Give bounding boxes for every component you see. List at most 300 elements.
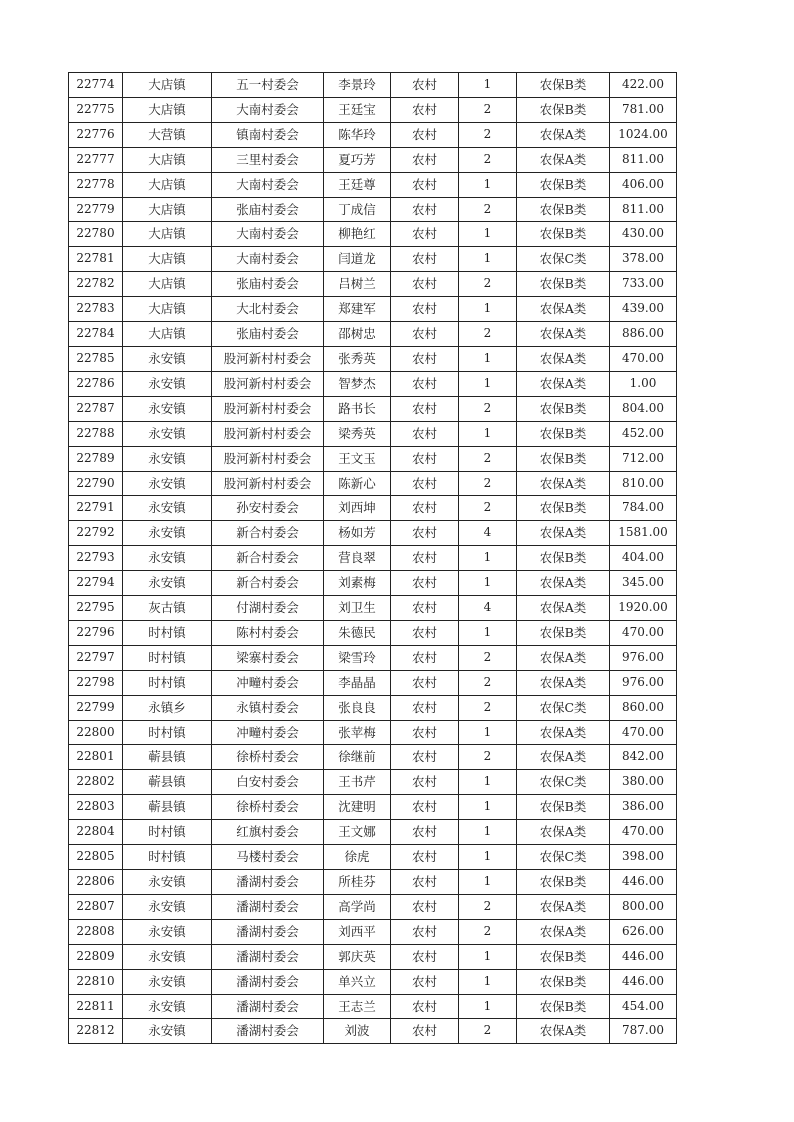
cell-town: 永安镇 [123, 969, 212, 994]
cell-insurance-category: 农保B类 [517, 969, 610, 994]
table-row [69, 720, 677, 745]
cell-insurance-category: 农保A类 [517, 346, 610, 371]
cell-insurance-category: 农保A类 [517, 1019, 610, 1044]
cell-insurance-category: 农保B类 [517, 870, 610, 895]
cell-id: 22798 [69, 670, 123, 695]
cell-insurance-category: 农保A类 [517, 147, 610, 172]
cell-town: 大店镇 [123, 322, 212, 347]
cell-household-count: 1 [459, 870, 517, 895]
table-row [69, 870, 677, 895]
table-row [69, 919, 677, 944]
cell-village-committee: 大南村委会 [212, 247, 324, 272]
table-row [69, 845, 677, 870]
cell-name: 王志兰 [324, 994, 391, 1019]
cell-household-count: 2 [459, 396, 517, 421]
cell-amount: 439.00 [610, 297, 677, 322]
cell-town: 永安镇 [123, 471, 212, 496]
cell-id: 22774 [69, 73, 123, 98]
cell-town: 大店镇 [123, 297, 212, 322]
cell-insurance-category: 农保C类 [517, 770, 610, 795]
cell-village-committee: 徐桥村委会 [212, 745, 324, 770]
cell-insurance-category: 农保B类 [517, 197, 610, 222]
cell-amount: 811.00 [610, 197, 677, 222]
cell-name: 路书长 [324, 396, 391, 421]
cell-town: 大店镇 [123, 247, 212, 272]
cell-amount: 446.00 [610, 944, 677, 969]
cell-town: 永安镇 [123, 1019, 212, 1044]
cell-town: 永安镇 [123, 919, 212, 944]
cell-amount: 470.00 [610, 346, 677, 371]
cell-name: 所桂芬 [324, 870, 391, 895]
table-row [69, 670, 677, 695]
cell-name: 闫道龙 [324, 247, 391, 272]
cell-name: 丁成信 [324, 197, 391, 222]
cell-town: 永安镇 [123, 396, 212, 421]
cell-town: 永安镇 [123, 346, 212, 371]
cell-town: 永安镇 [123, 446, 212, 471]
cell-id: 22781 [69, 247, 123, 272]
cell-area-type: 农村 [391, 645, 459, 670]
cell-id: 22805 [69, 845, 123, 870]
cell-area-type: 农村 [391, 845, 459, 870]
cell-household-count: 1 [459, 371, 517, 396]
cell-id: 22778 [69, 172, 123, 197]
cell-id: 22806 [69, 870, 123, 895]
cell-amount: 404.00 [610, 546, 677, 571]
cell-insurance-category: 农保A类 [517, 322, 610, 347]
cell-area-type: 农村 [391, 1019, 459, 1044]
record-table [68, 72, 677, 1044]
cell-town: 时村镇 [123, 645, 212, 670]
cell-town: 时村镇 [123, 720, 212, 745]
cell-town: 永安镇 [123, 521, 212, 546]
cell-name: 刘卫生 [324, 596, 391, 621]
table-row [69, 222, 677, 247]
cell-amount: 345.00 [610, 571, 677, 596]
cell-insurance-category: 农保B类 [517, 446, 610, 471]
cell-area-type: 农村 [391, 596, 459, 621]
cell-id: 22794 [69, 571, 123, 596]
cell-area-type: 农村 [391, 322, 459, 347]
cell-village-committee: 股河新村村委会 [212, 446, 324, 471]
table-row [69, 396, 677, 421]
cell-town: 大店镇 [123, 97, 212, 122]
cell-insurance-category: 农保B类 [517, 172, 610, 197]
cell-name: 智梦杰 [324, 371, 391, 396]
cell-household-count: 1 [459, 172, 517, 197]
cell-town: 蕲县镇 [123, 795, 212, 820]
cell-insurance-category: 农保B类 [517, 421, 610, 446]
cell-area-type: 农村 [391, 571, 459, 596]
table-row [69, 894, 677, 919]
cell-area-type: 农村 [391, 496, 459, 521]
cell-insurance-category: 农保C类 [517, 247, 610, 272]
cell-village-committee: 新合村委会 [212, 571, 324, 596]
cell-id: 22790 [69, 471, 123, 496]
cell-id: 22803 [69, 795, 123, 820]
cell-insurance-category: 农保A类 [517, 371, 610, 396]
cell-village-committee: 潘湖村委会 [212, 919, 324, 944]
cell-id: 22780 [69, 222, 123, 247]
cell-area-type: 农村 [391, 670, 459, 695]
cell-id: 22779 [69, 197, 123, 222]
cell-amount: 386.00 [610, 795, 677, 820]
cell-id: 22775 [69, 97, 123, 122]
table-row [69, 73, 677, 98]
cell-area-type: 农村 [391, 795, 459, 820]
cell-town: 蕲县镇 [123, 770, 212, 795]
cell-amount: 1.00 [610, 371, 677, 396]
cell-amount: 842.00 [610, 745, 677, 770]
cell-insurance-category: 农保A类 [517, 122, 610, 147]
cell-amount: 470.00 [610, 620, 677, 645]
cell-village-committee: 潘湖村委会 [212, 870, 324, 895]
cell-village-committee: 白安村委会 [212, 770, 324, 795]
cell-insurance-category: 农保A类 [517, 471, 610, 496]
cell-village-committee: 股河新村村委会 [212, 471, 324, 496]
cell-insurance-category: 农保A类 [517, 919, 610, 944]
cell-amount: 712.00 [610, 446, 677, 471]
table-body [69, 73, 677, 1044]
cell-insurance-category: 农保A类 [517, 521, 610, 546]
cell-insurance-category: 农保B类 [517, 795, 610, 820]
cell-area-type: 农村 [391, 695, 459, 720]
table-row [69, 172, 677, 197]
cell-village-committee: 股河新村村委会 [212, 371, 324, 396]
cell-area-type: 农村 [391, 969, 459, 994]
cell-area-type: 农村 [391, 122, 459, 147]
cell-household-count: 2 [459, 919, 517, 944]
cell-town: 永安镇 [123, 870, 212, 895]
cell-household-count: 1 [459, 845, 517, 870]
cell-amount: 446.00 [610, 969, 677, 994]
cell-household-count: 1 [459, 795, 517, 820]
cell-village-committee: 镇南村委会 [212, 122, 324, 147]
cell-area-type: 农村 [391, 147, 459, 172]
cell-town: 永安镇 [123, 421, 212, 446]
cell-area-type: 农村 [391, 745, 459, 770]
cell-village-committee: 大南村委会 [212, 97, 324, 122]
cell-household-count: 1 [459, 770, 517, 795]
cell-name: 柳艳红 [324, 222, 391, 247]
cell-area-type: 农村 [391, 346, 459, 371]
cell-name: 吕树兰 [324, 272, 391, 297]
cell-id: 22792 [69, 521, 123, 546]
cell-amount: 811.00 [610, 147, 677, 172]
cell-name: 营良翠 [324, 546, 391, 571]
table-row [69, 346, 677, 371]
cell-household-count: 2 [459, 471, 517, 496]
cell-name: 郑建军 [324, 297, 391, 322]
cell-area-type: 农村 [391, 396, 459, 421]
cell-insurance-category: 农保C类 [517, 695, 610, 720]
cell-village-committee: 潘湖村委会 [212, 894, 324, 919]
cell-name: 沈建明 [324, 795, 391, 820]
cell-name: 王廷尊 [324, 172, 391, 197]
cell-insurance-category: 农保B类 [517, 272, 610, 297]
cell-household-count: 1 [459, 944, 517, 969]
table-row [69, 197, 677, 222]
cell-name: 梁秀英 [324, 421, 391, 446]
cell-area-type: 农村 [391, 720, 459, 745]
cell-household-count: 1 [459, 571, 517, 596]
cell-household-count: 1 [459, 969, 517, 994]
cell-household-count: 1 [459, 73, 517, 98]
cell-area-type: 农村 [391, 770, 459, 795]
cell-amount: 1920.00 [610, 596, 677, 621]
cell-household-count: 1 [459, 720, 517, 745]
cell-village-committee: 红旗村委会 [212, 820, 324, 845]
cell-town: 大店镇 [123, 172, 212, 197]
cell-name: 刘素梅 [324, 571, 391, 596]
cell-name: 陈新心 [324, 471, 391, 496]
cell-amount: 810.00 [610, 471, 677, 496]
cell-name: 张秀英 [324, 346, 391, 371]
cell-area-type: 农村 [391, 919, 459, 944]
cell-household-count: 4 [459, 596, 517, 621]
table-row [69, 969, 677, 994]
cell-household-count: 2 [459, 670, 517, 695]
cell-amount: 380.00 [610, 770, 677, 795]
cell-id: 22777 [69, 147, 123, 172]
cell-village-committee: 付湖村委会 [212, 596, 324, 621]
cell-id: 22811 [69, 994, 123, 1019]
cell-area-type: 农村 [391, 870, 459, 895]
table-row [69, 247, 677, 272]
cell-id: 22801 [69, 745, 123, 770]
cell-village-committee: 潘湖村委会 [212, 944, 324, 969]
cell-area-type: 农村 [391, 172, 459, 197]
cell-insurance-category: 农保B类 [517, 496, 610, 521]
cell-name: 高学尚 [324, 894, 391, 919]
table-row [69, 147, 677, 172]
cell-name: 李晶晶 [324, 670, 391, 695]
cell-town: 永安镇 [123, 371, 212, 396]
cell-id: 22786 [69, 371, 123, 396]
cell-area-type: 农村 [391, 521, 459, 546]
cell-town: 时村镇 [123, 845, 212, 870]
cell-insurance-category: 农保A类 [517, 745, 610, 770]
cell-amount: 454.00 [610, 994, 677, 1019]
table-row [69, 122, 677, 147]
cell-village-committee: 潘湖村委会 [212, 994, 324, 1019]
cell-village-committee: 股河新村村委会 [212, 396, 324, 421]
cell-household-count: 1 [459, 346, 517, 371]
cell-insurance-category: 农保A类 [517, 820, 610, 845]
cell-village-committee: 潘湖村委会 [212, 969, 324, 994]
cell-village-committee: 马楼村委会 [212, 845, 324, 870]
cell-village-committee: 新合村委会 [212, 546, 324, 571]
cell-household-count: 4 [459, 521, 517, 546]
cell-area-type: 农村 [391, 471, 459, 496]
cell-area-type: 农村 [391, 197, 459, 222]
cell-village-committee: 大南村委会 [212, 172, 324, 197]
table-row [69, 297, 677, 322]
cell-name: 李景玲 [324, 73, 391, 98]
cell-name: 郭庆英 [324, 944, 391, 969]
cell-town: 大店镇 [123, 272, 212, 297]
cell-amount: 886.00 [610, 322, 677, 347]
cell-id: 22776 [69, 122, 123, 147]
cell-id: 22789 [69, 446, 123, 471]
cell-village-committee: 孙安村委会 [212, 496, 324, 521]
cell-insurance-category: 农保B类 [517, 944, 610, 969]
cell-name: 单兴立 [324, 969, 391, 994]
cell-name: 刘西坤 [324, 496, 391, 521]
cell-insurance-category: 农保B类 [517, 546, 610, 571]
cell-town: 永安镇 [123, 994, 212, 1019]
cell-amount: 1581.00 [610, 521, 677, 546]
cell-household-count: 1 [459, 247, 517, 272]
cell-area-type: 农村 [391, 546, 459, 571]
table-row [69, 695, 677, 720]
cell-area-type: 农村 [391, 944, 459, 969]
cell-insurance-category: 农保B类 [517, 97, 610, 122]
cell-name: 王书芹 [324, 770, 391, 795]
cell-town: 永安镇 [123, 894, 212, 919]
table-row [69, 446, 677, 471]
cell-name: 张良良 [324, 695, 391, 720]
cell-village-committee: 大南村委会 [212, 222, 324, 247]
cell-id: 22810 [69, 969, 123, 994]
cell-area-type: 农村 [391, 820, 459, 845]
table-row [69, 994, 677, 1019]
cell-amount: 733.00 [610, 272, 677, 297]
cell-village-committee: 大北村委会 [212, 297, 324, 322]
cell-household-count: 2 [459, 322, 517, 347]
cell-id: 22788 [69, 421, 123, 446]
cell-household-count: 1 [459, 222, 517, 247]
cell-name: 朱德民 [324, 620, 391, 645]
cell-amount: 1024.00 [610, 122, 677, 147]
cell-village-committee: 张庙村委会 [212, 322, 324, 347]
cell-town: 大营镇 [123, 122, 212, 147]
cell-insurance-category: 农保A类 [517, 670, 610, 695]
table-row [69, 1019, 677, 1044]
cell-id: 22783 [69, 297, 123, 322]
cell-amount: 804.00 [610, 396, 677, 421]
table-row [69, 596, 677, 621]
table-row [69, 770, 677, 795]
cell-id: 22793 [69, 546, 123, 571]
cell-insurance-category: 农保B类 [517, 620, 610, 645]
cell-insurance-category: 农保A类 [517, 571, 610, 596]
cell-id: 22791 [69, 496, 123, 521]
cell-town: 时村镇 [123, 620, 212, 645]
cell-amount: 781.00 [610, 97, 677, 122]
cell-amount: 406.00 [610, 172, 677, 197]
cell-town: 灰古镇 [123, 596, 212, 621]
table-row [69, 645, 677, 670]
cell-town: 大店镇 [123, 222, 212, 247]
cell-insurance-category: 农保A类 [517, 297, 610, 322]
cell-area-type: 农村 [391, 894, 459, 919]
cell-area-type: 农村 [391, 994, 459, 1019]
cell-area-type: 农村 [391, 73, 459, 98]
cell-area-type: 农村 [391, 620, 459, 645]
cell-town: 大店镇 [123, 197, 212, 222]
cell-name: 刘波 [324, 1019, 391, 1044]
cell-household-count: 1 [459, 994, 517, 1019]
cell-insurance-category: 农保B类 [517, 994, 610, 1019]
cell-id: 22800 [69, 720, 123, 745]
cell-household-count: 2 [459, 695, 517, 720]
table-row [69, 820, 677, 845]
cell-village-committee: 冲疃村委会 [212, 720, 324, 745]
cell-insurance-category: 农保A类 [517, 596, 610, 621]
cell-household-count: 2 [459, 745, 517, 770]
cell-id: 22796 [69, 620, 123, 645]
cell-id: 22807 [69, 894, 123, 919]
cell-id: 22799 [69, 695, 123, 720]
cell-area-type: 农村 [391, 272, 459, 297]
cell-amount: 452.00 [610, 421, 677, 446]
cell-household-count: 2 [459, 272, 517, 297]
cell-insurance-category: 农保B类 [517, 73, 610, 98]
cell-area-type: 农村 [391, 222, 459, 247]
cell-name: 杨如芳 [324, 521, 391, 546]
table-row [69, 944, 677, 969]
table-row [69, 371, 677, 396]
cell-household-count: 1 [459, 421, 517, 446]
cell-name: 王文娜 [324, 820, 391, 845]
cell-village-committee: 陈村村委会 [212, 620, 324, 645]
cell-id: 22809 [69, 944, 123, 969]
cell-area-type: 农村 [391, 371, 459, 396]
cell-insurance-category: 农保A类 [517, 894, 610, 919]
cell-area-type: 农村 [391, 421, 459, 446]
cell-insurance-category: 农保C类 [517, 845, 610, 870]
cell-name: 徐继前 [324, 745, 391, 770]
cell-village-committee: 股河新村村委会 [212, 346, 324, 371]
cell-amount: 430.00 [610, 222, 677, 247]
cell-town: 永安镇 [123, 571, 212, 596]
cell-id: 22785 [69, 346, 123, 371]
cell-town: 时村镇 [123, 820, 212, 845]
cell-village-committee: 股河新村村委会 [212, 421, 324, 446]
cell-village-committee: 张庙村委会 [212, 272, 324, 297]
cell-village-committee: 张庙村委会 [212, 197, 324, 222]
cell-amount: 976.00 [610, 670, 677, 695]
cell-town: 时村镇 [123, 670, 212, 695]
cell-amount: 378.00 [610, 247, 677, 272]
cell-insurance-category: 农保A类 [517, 645, 610, 670]
cell-household-count: 2 [459, 496, 517, 521]
cell-name: 王文玉 [324, 446, 391, 471]
table-row [69, 546, 677, 571]
table-row [69, 496, 677, 521]
cell-amount: 446.00 [610, 870, 677, 895]
cell-name: 刘西平 [324, 919, 391, 944]
cell-amount: 626.00 [610, 919, 677, 944]
cell-amount: 470.00 [610, 720, 677, 745]
cell-id: 22782 [69, 272, 123, 297]
cell-id: 22812 [69, 1019, 123, 1044]
cell-id: 22802 [69, 770, 123, 795]
cell-area-type: 农村 [391, 297, 459, 322]
cell-town: 永镇乡 [123, 695, 212, 720]
table-row [69, 272, 677, 297]
cell-household-count: 1 [459, 620, 517, 645]
cell-name: 徐虎 [324, 845, 391, 870]
cell-village-committee: 梁寨村委会 [212, 645, 324, 670]
cell-village-committee: 冲疃村委会 [212, 670, 324, 695]
cell-village-committee: 永镇村委会 [212, 695, 324, 720]
cell-id: 22795 [69, 596, 123, 621]
cell-area-type: 农村 [391, 97, 459, 122]
cell-name: 陈华玲 [324, 122, 391, 147]
cell-town: 大店镇 [123, 73, 212, 98]
